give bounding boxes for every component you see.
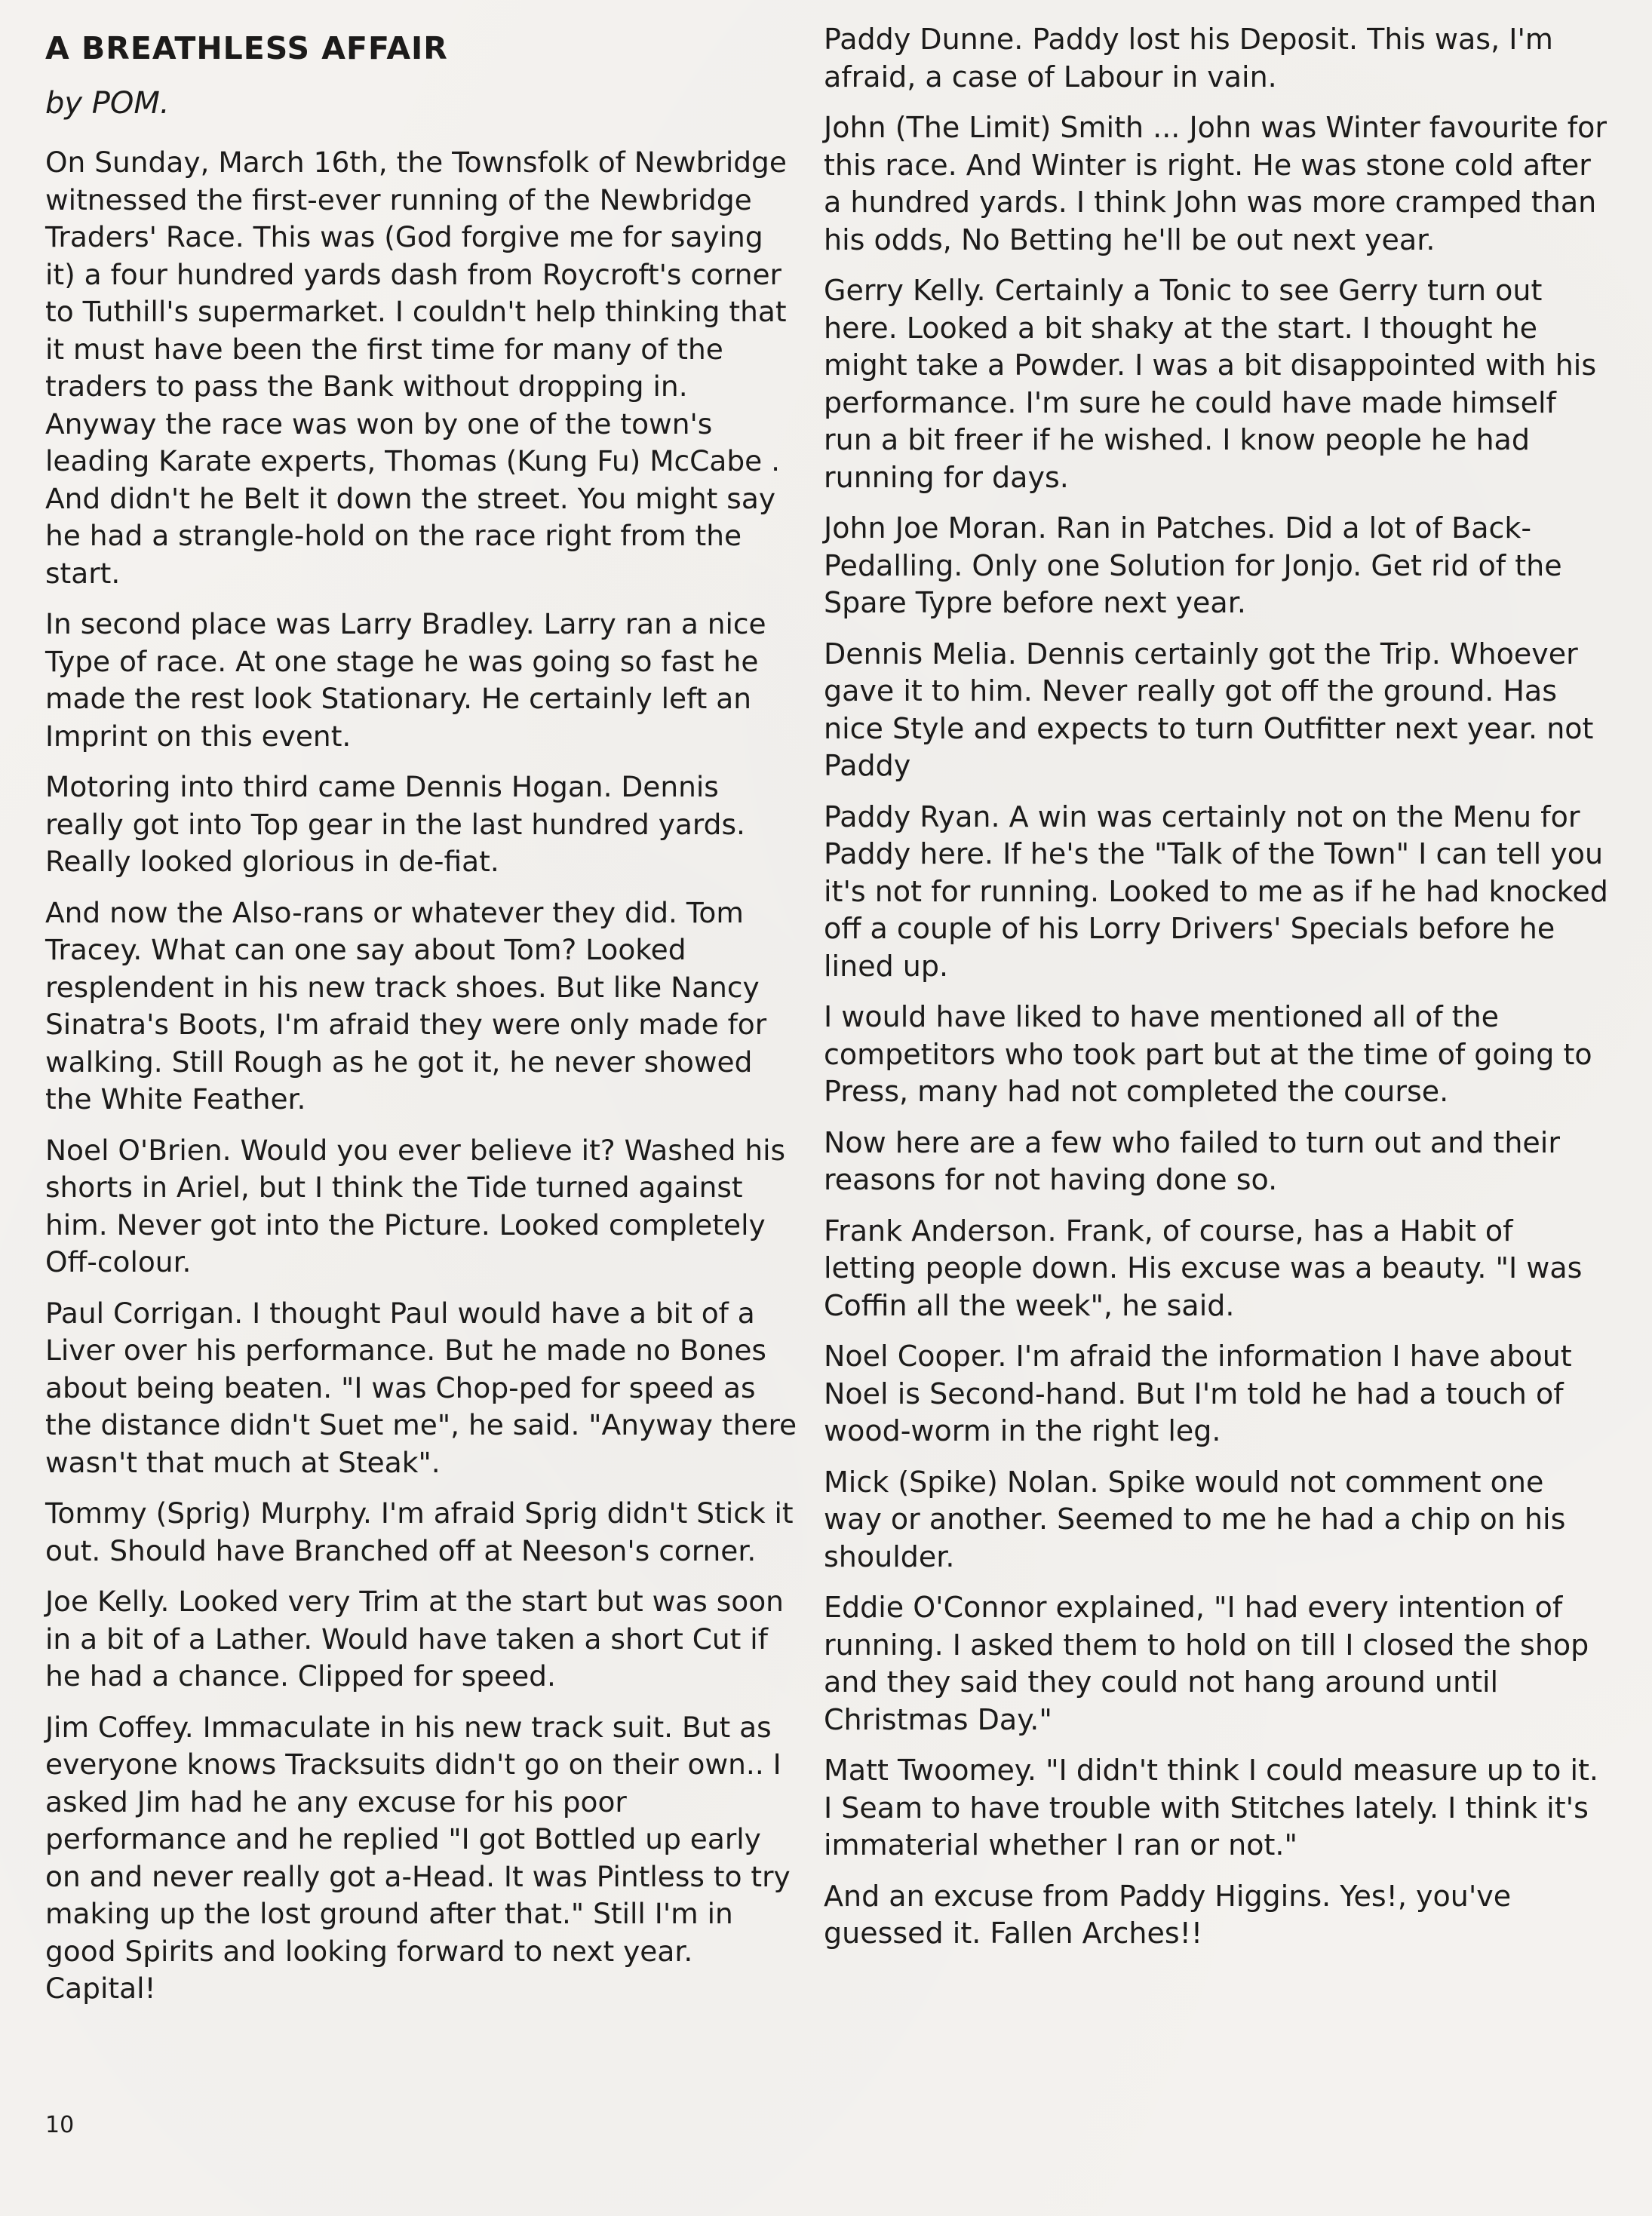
paragraph: Frank Anderson. Frank, of course, has a Habit of letting people down. His excuse was a beauty. "I was Coffin all the week", he said. <box>824 1214 1583 1322</box>
paragraph: Paul Corrigan. I thought Paul would have a bit of a Liver over his performance. But he made no Bones about being beaten. "I was Chop-ped for speed as the distance didn't Suet me", he said. "Anyway there wasn't that much at Steak". <box>45 1296 797 1479</box>
paragraph: Now here are a few who failed to turn out and their reasons for not having done so. <box>824 1125 1560 1196</box>
paragraph: John (The Limit) Smith ... John was Winter favourite for this race. And Winter is right. He was stone cold after a hundred yards. I think John was more cramped than his odds, No Betting he'll be out next year. <box>824 111 1607 256</box>
paragraph: Mick (Spike) Nolan. Spike would not comment one way or another. Seemed to me he had a chip on his shoulder. <box>824 1465 1566 1573</box>
article-title: A BREATHLESS AFFAIR <box>45 30 448 66</box>
paragraph: Noel O'Brien. Would you ever believe it? Washed his shorts in Ariel, but I think the Tide turned against him. Never got into the Picture. Looked completely Off-colour. <box>45 1133 786 1279</box>
paragraph: Paddy Dunne. Paddy lost his Deposit. This was, I'm afraid, a case of Labour in vain. <box>824 23 1553 94</box>
paragraph: Dennis Melia. Dennis certainly got the Trip. Whoever gave it to him. Never really got off the ground. Has nice Style and expects to turn Outfitter next year. not Paddy <box>824 637 1594 782</box>
paragraph: Jim Coffey. Immaculate in his new track suit. But as everyone knows Tracksuits didn't go on their own.. I asked Jim had he any excuse for his poor performance and he replied "I got Bottled up early on and never really got a-Head. It was Pintless to try making up the lost ground after that." Still I'm in good Spirits and looking forward to next year. Capital! <box>45 1710 791 2006</box>
right-column <box>824 21 1608 1966</box>
paragraph: Paddy Ryan. A win was certainly not on the Menu for Paddy here. If he's the "Talk of the Town" I can tell you it's not for running. Looked to me as if he had knocked off a couple of his Lorry Drivers' Specials before he lined up. <box>824 800 1608 983</box>
paragraph: Tommy (Sprig) Murphy. I'm afraid Sprig didn't Stick it out. Should have Branched off at Neeson's corner. <box>45 1496 794 1567</box>
article-byline: by POM. <box>45 86 170 121</box>
paragraph: Motoring into third came Dennis Hogan. Dennis really got into Top gear in the last hundred yards. Really looked glorious in de-fiat. <box>45 770 745 879</box>
paragraph: I would have liked to have mentioned all of the competitors who took part but at the time of going to Press, many had not completed the course. <box>824 1000 1592 1108</box>
paragraph: Matt Twoomey. "I didn't think I could measure up to it. I Seam to have trouble with Stitches lately. I think it's immaterial whether I ran or not." <box>824 1754 1598 1862</box>
page-number: 10 <box>45 2112 75 2138</box>
paragraph: Noel Cooper. I'm afraid the information I have about Noel is Second-hand. But I'm told he had a touch of wood-worm in the right leg. <box>824 1340 1572 1447</box>
paragraph: And now the Also-rans or whatever they did. Tom Tracey. What can one say about Tom? Looked resplendent in his new track shoes. But like Nancy Sinatra's Boots, I'm afraid they were only made for walking. Still Rough as he got it, he never showed the White Feather. <box>45 895 767 1116</box>
paragraph: In second place was Larry Bradley. Larry ran a nice Type of race. At one stage he was going so fast he made the rest look Stationary. He certainly left an Imprint on this event. <box>45 607 766 753</box>
left-column <box>45 21 800 2021</box>
paragraph: On Sunday, March 16th, the Townsfolk of Newbridge witnessed the first-ever running of the Newbridge Traders' Race. This was (God forgive me for saying it) a four hundred yards dash from Roycroft's corner to Tuthill's supermarket. I couldn't help thinking that it must have been the first time for many of the traders to pass the Bank without dropping in. Anyway the race was won by one of the town's leading Karate experts, Thomas (Kung Fu) McCabe . And didn't he Belt it down the street. You might say he had a strangle-hold on the race right from the start. <box>45 146 787 590</box>
paragraph: Gerry Kelly. Certainly a Tonic to see Gerry turn out here. Looked a bit shaky at the start. I thought he might take a Powder. I was a bit disappointed with his performance. I'm sure he could have made himself run a bit freer if he wished. I know people he had running for days. <box>824 274 1597 494</box>
paragraph: And an excuse from Paddy Higgins. Yes!, you've guessed it. Fallen Arches!! <box>824 1879 1512 1950</box>
paragraph: Joe Kelly. Looked very Trim at the start but was soon in a bit of a Lather. Would have taken a short Cut if he had a chance. Clipped for speed. <box>45 1585 784 1693</box>
paragraph: Eddie O'Connor explained, "I had every intention of running. I asked them to hold on till I closed the shop and they said they could not hang around until Christmas Day." <box>824 1591 1589 1736</box>
paragraph: John Joe Moran. Ran in Patches. Did a lot of Back-Pedalling. Only one Solution for Jonjo. Get rid of the Spare Typre before next year. <box>824 511 1562 619</box>
